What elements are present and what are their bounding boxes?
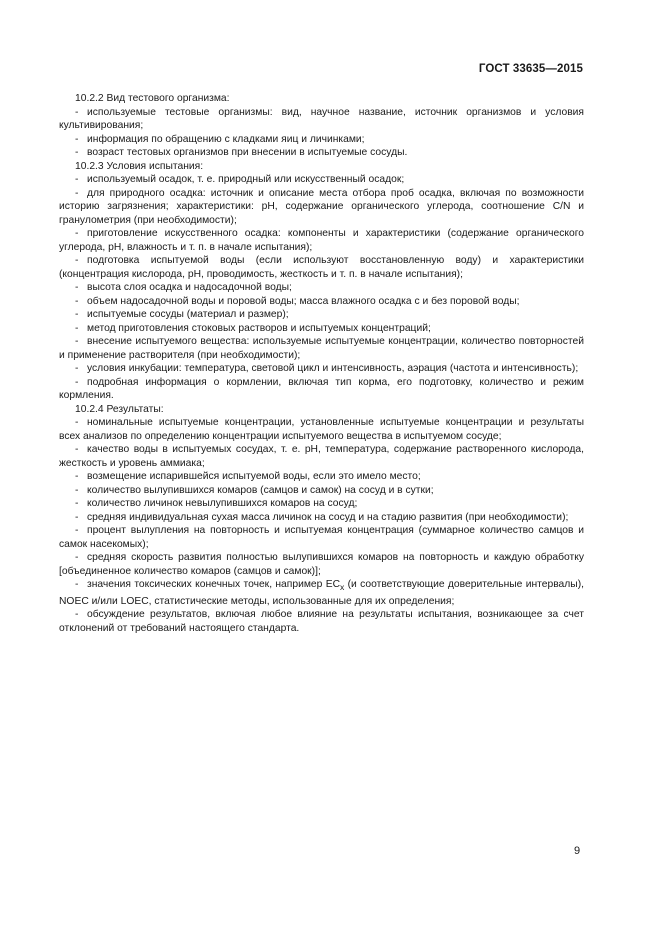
list-dash: - <box>75 336 79 347</box>
list-item <box>59 308 584 322</box>
list-item <box>59 187 584 228</box>
list-dash: - <box>75 282 79 293</box>
list-item-text: качество воды в испытуемых сосудах, т. е. pH, температура, содержание растворенного кислорода, жесткость и уровень аммиака; <box>59 444 584 469</box>
list-item-text: номинальные испытуемые концентрации, установленные испытуемые концентрации и результаты всех анализов по определению концентрации испытуемого вещества в испытуемом сосуде; <box>59 417 584 442</box>
list-dash: - <box>75 322 79 334</box>
list-item <box>59 497 584 511</box>
list-item-text: процент вылупления на повторность и испытуемая концентрация (суммарное количество самцов и самок насекомых); <box>59 525 584 550</box>
list-item <box>59 484 584 498</box>
list-item-text: используемые тестовые организмы: вид, научное название, источник организмов и условия культивирования; <box>59 106 584 131</box>
list-item-text: значения токсических конечных точек, например EC <box>87 579 340 590</box>
list-item <box>59 578 584 608</box>
ec-subscript: x <box>340 582 345 593</box>
list-item <box>59 416 584 443</box>
list-dash: - <box>75 255 79 266</box>
list-dash: - <box>75 444 79 455</box>
list-item-text: возраст тестовых организмов при внесении в испытуемые сосуды. <box>87 147 408 158</box>
list-dash: - <box>75 552 79 563</box>
list-dash: - <box>75 484 79 496</box>
list-dash: - <box>75 174 79 185</box>
list-dash: - <box>75 133 79 145</box>
list-item <box>59 551 584 578</box>
list-item <box>59 106 584 133</box>
list-item <box>59 133 584 147</box>
list-dash: - <box>75 147 79 158</box>
list-item <box>59 524 584 551</box>
list-dash: - <box>75 309 79 320</box>
list-item <box>59 227 584 254</box>
list-dash: - <box>75 471 79 482</box>
list-dash: - <box>75 609 79 621</box>
list-item-text: приготовление искусственного осадка: компоненты и характеристики (содержание органического углерода, pH, влажность и т. п. в начале испытания); <box>59 228 584 253</box>
list-item-text: количество личинок невылупившихся комаров на сосуд; <box>87 498 358 509</box>
section-heading: 10.2.2 Вид тестового организма: <box>75 93 230 104</box>
list-dash: - <box>75 187 79 199</box>
list-item-text-tail: (и соответствующие доверительные интервалы), NOEC и/или LOEC, статистические методы, использованные для их определения; <box>59 579 584 607</box>
list-item-text: испытуемые сосуды (материал и размер); <box>87 309 289 320</box>
list-dash: - <box>75 376 79 388</box>
list-item <box>59 470 584 484</box>
page-number: 9 <box>574 845 581 857</box>
list-item-text: количество вылупившихся комаров (самцов и самок) на сосуд и в сутки; <box>87 484 434 496</box>
list-item <box>59 376 584 403</box>
list-dash: - <box>75 511 79 523</box>
list-item-text: для природного осадка: источник и описание места отбора проб осадка, включая по возможности историю загрязнения; характеристики: pH, содержание органического углерода, соотношение C/N и гранулометрия (при необходимости); <box>59 187 584 226</box>
list-item <box>59 173 584 187</box>
list-item-text: условия инкубации: температура, световой цикл и интенсивность, аэрация (частота и интенсивность); <box>87 363 579 374</box>
list-item-text: используемый осадок, т. е. природный или искусственный осадок; <box>87 174 405 185</box>
list-dash: - <box>75 363 79 374</box>
list-item-text: подробная информация о кормлении, включая тип корма, его подготовку, количество и режим кормления. <box>59 376 584 401</box>
document-body <box>59 92 584 635</box>
list-item-text: информация по обращению с кладками яиц и личинками; <box>87 133 365 145</box>
list-dash: - <box>75 498 79 509</box>
list-item-text: метод приготовления стоковых растворов и испытуемых концентраций; <box>87 322 431 334</box>
list-dash: - <box>75 417 79 428</box>
list-item <box>59 443 584 470</box>
list-item-text: средняя скорость развития полностью вылупившихся комаров на повторность и каждую обработку [объединенное количество комаров (самцов и самок)]; <box>59 552 584 577</box>
list-dash: - <box>75 228 79 239</box>
list-item <box>59 608 584 635</box>
list-dash: - <box>75 525 79 536</box>
list-item-text: подготовка испытуемой воды (если используют восстановленную воду) и характеристики (концентрация кислорода, pH, проводимость, жесткость и т. п. в начале испытания); <box>59 255 584 280</box>
list-dash: - <box>75 579 79 590</box>
list-item-text: средняя индивидуальная сухая масса личинок на сосуд и на стадию развития (при необходимости); <box>87 511 569 523</box>
list-dash: - <box>75 106 79 118</box>
list-item-text: возмещение испарившейся испытуемой воды, если это имело место; <box>87 471 421 482</box>
list-item-text: обсуждение результатов, включая любое влияние на результаты испытания, возникающее за счет отклонений от требований настоящего стандарта. <box>59 609 584 634</box>
list-item <box>59 281 584 295</box>
list-item <box>59 146 584 160</box>
list-item <box>59 511 584 525</box>
list-item <box>59 362 584 376</box>
list-item-text: внесение испытуемого вещества: используемые испытуемые концентрации, количество повторностей и применение растворителя (при необходимости); <box>59 336 584 361</box>
list-item-text: высота слоя осадка и надосадочной воды; <box>87 282 292 293</box>
section-heading: 10.2.4 Результаты: <box>75 403 164 415</box>
list-item <box>59 335 584 362</box>
list-item <box>59 254 584 281</box>
section-heading: 10.2.3 Условия испытания: <box>75 160 204 172</box>
document-id: ГОСТ 33635—2015 <box>478 63 583 75</box>
list-dash: - <box>75 295 79 307</box>
list-item-text: объем надосадочной воды и поровой воды; масса влажного осадка с и без поровой воды; <box>87 295 520 307</box>
list-item <box>59 322 584 336</box>
list-item <box>59 295 584 309</box>
